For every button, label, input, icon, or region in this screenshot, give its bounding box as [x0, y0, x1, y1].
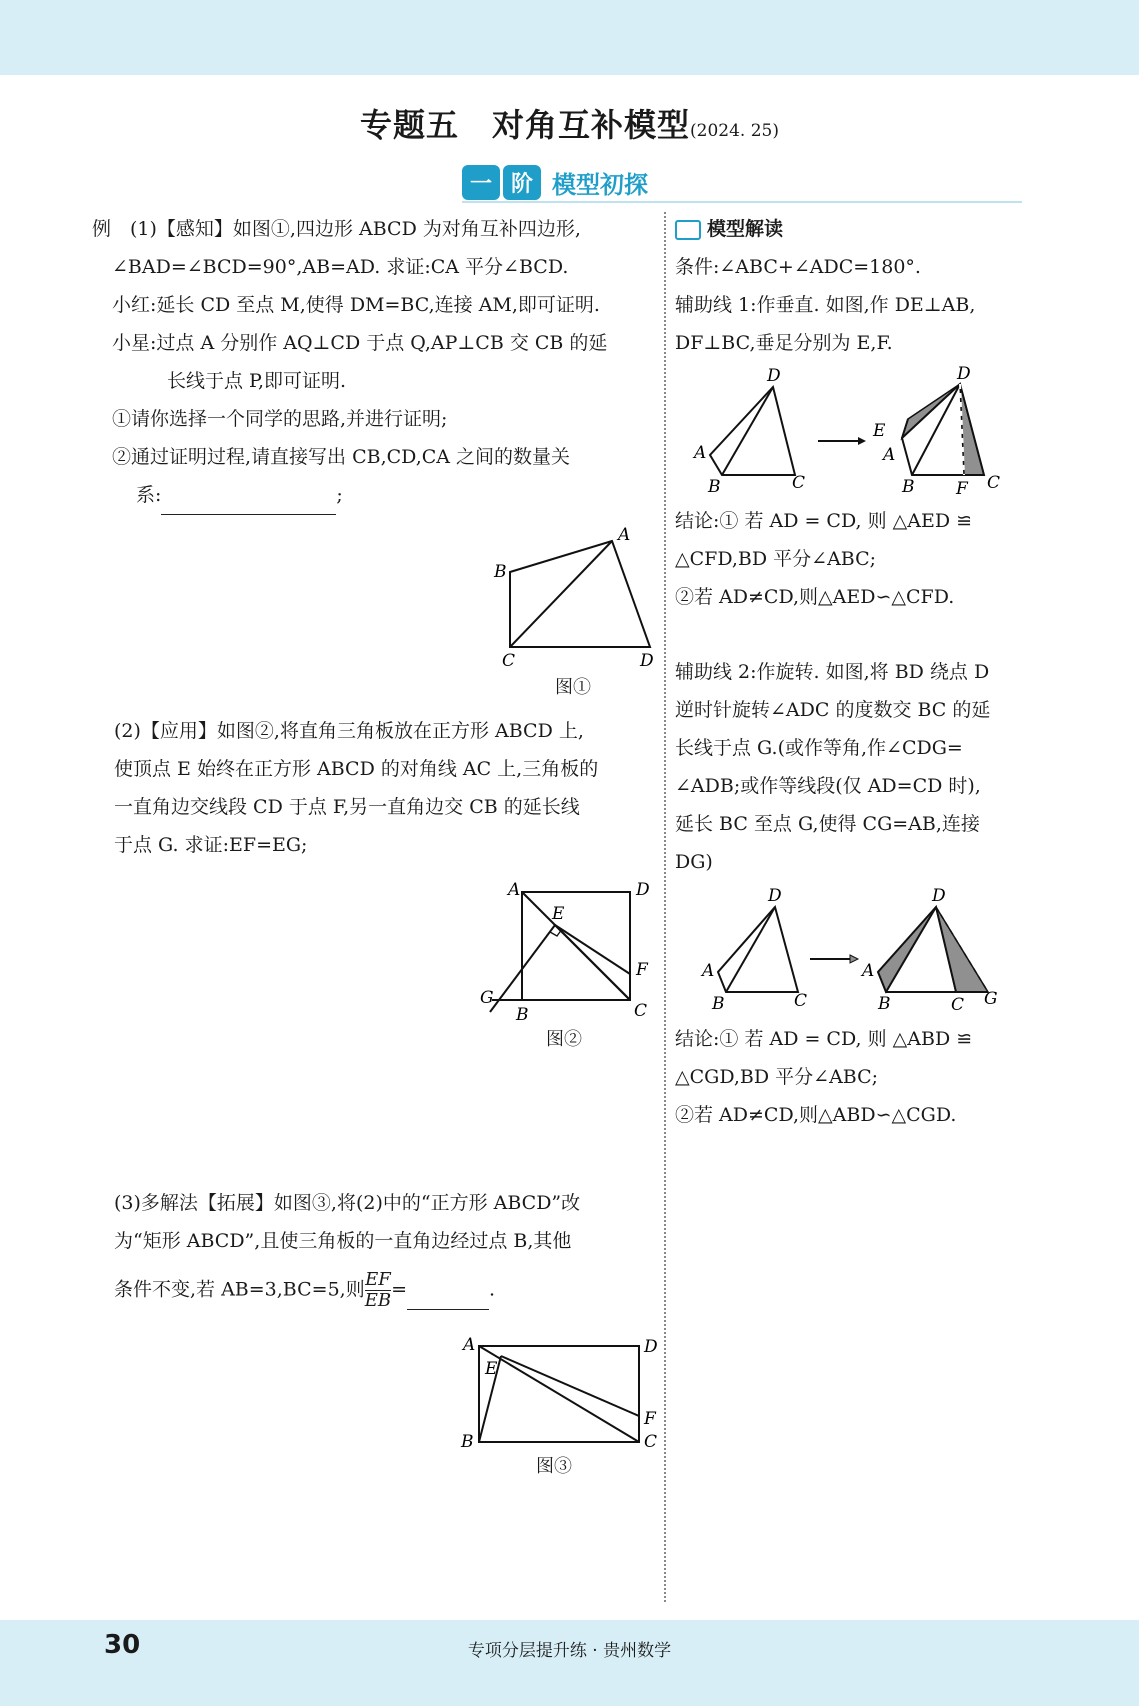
- q2-line-3: 一直角边交线段 CD 于点 F,另一直角边交 CB 的延长线: [114, 796, 580, 818]
- r1-right-b: B: [902, 477, 915, 497]
- answer-blank-1[interactable]: [161, 476, 336, 515]
- r1-left-b: B: [708, 477, 721, 497]
- fig2-label-e: E: [552, 904, 565, 924]
- q2-line-2: 使顶点 E 始终在正方形 ABCD 的对角线 AC 上,三角板的: [114, 758, 599, 780]
- r2-left-d: D: [768, 886, 782, 906]
- q3-line-3-text: 条件不变,若 AB=3,BC=5,则: [114, 1278, 365, 1301]
- right-column-top: [675, 210, 1020, 362]
- stage-label: 模型初探: [552, 170, 649, 199]
- r2-right-c: C: [951, 995, 965, 1015]
- r1-right-e: E: [873, 421, 886, 441]
- q1-line-4: 小星:过点 A 分别作 AQ⊥CD 于点 Q,AP⊥CB 交 CB 的延: [112, 332, 608, 354]
- left-column: [92, 210, 652, 515]
- figure-2-caption: 图②: [546, 1029, 582, 1050]
- fig3-label-c: C: [644, 1432, 658, 1452]
- q3-line-1: (3)多解法【拓展】如图③,将(2)中的“正方形 ABCD”改: [114, 1192, 581, 1214]
- r2-right-g: G: [984, 989, 998, 1009]
- q3-block: [114, 1184, 659, 1311]
- fig3-label-a: A: [463, 1335, 476, 1355]
- q1-line-3: 小红:延长 CD 至点 M,使得 DM=BC,连接 AM,即可证明.: [112, 294, 600, 316]
- page-title: [0, 100, 1139, 146]
- aux2-line-1: 辅助线 2:作旋转. 如图,将 BD 绕点 D: [675, 661, 990, 683]
- fig1-label-c: C: [502, 651, 516, 671]
- q1-line-8: [92, 476, 652, 515]
- aux1-line-2: DF⊥BC,垂足分别为 E,F.: [675, 332, 893, 354]
- con1-line-3: ②若 AD≠CD,则△AED∽△CFD.: [675, 586, 955, 608]
- page-number: 30: [104, 1630, 141, 1660]
- book-icon: [675, 220, 701, 240]
- q1-line-8-end: ;: [336, 484, 343, 506]
- title-main: 专题五 对角互补模型: [360, 106, 691, 144]
- aux2-figure: [690, 882, 1030, 1022]
- aux1-line-1: 辅助线 1:作垂直. 如图,作 DE⊥AB,: [675, 294, 976, 316]
- r2-left-c: C: [794, 991, 808, 1011]
- condition-line: 条件:∠ABC+∠ADC=180°.: [675, 256, 921, 278]
- figure-2: [476, 875, 666, 1025]
- top-band: [0, 0, 1139, 75]
- r2-right-b: B: [878, 994, 891, 1014]
- con2-line-2: △CGD,BD 平分∠ABC;: [675, 1066, 879, 1088]
- q2-line-1: (2)【应用】如图②,将直角三角板放在正方形 ABCD 上,: [114, 720, 584, 742]
- r1-right-d: D: [957, 364, 971, 384]
- q1-line-8-text: 系:: [136, 484, 162, 506]
- q2-block: [114, 712, 659, 864]
- stage-pill-1: 一: [462, 165, 500, 200]
- q1-line-6: ①请你选择一个同学的思路,并进行证明;: [112, 408, 448, 430]
- aux2-line-2: 逆时针旋转∠ADC 的度数交 BC 的延: [675, 699, 991, 721]
- figure-3: [455, 1332, 665, 1452]
- r1-left-c: C: [792, 473, 806, 493]
- fig2-label-f: F: [636, 960, 648, 980]
- fig2-label-d: D: [636, 880, 650, 900]
- aux2-line-3: 长线于点 G.(或作等角,作∠CDG=: [675, 737, 963, 759]
- fig1-label-d: D: [640, 651, 654, 671]
- q3-equals: =: [391, 1278, 408, 1301]
- q1-line-7: ②通过证明过程,请直接写出 CB,CD,CA 之间的数量关: [112, 446, 571, 468]
- frac-denominator: EB: [364, 1290, 392, 1311]
- fig3-label-f: F: [644, 1409, 656, 1429]
- con1-line-1: 结论:① 若 AD = CD, 则 △AED ≌: [675, 510, 973, 532]
- figure-3-caption: 图③: [536, 1456, 572, 1477]
- r1-left-a: A: [694, 443, 707, 463]
- aux1-figure: [680, 362, 1030, 502]
- aux2-line-6: DG): [675, 851, 713, 873]
- answer-blank-2[interactable]: [407, 1271, 489, 1310]
- r2-left-b: B: [712, 994, 725, 1014]
- r2-right-d: D: [932, 886, 946, 906]
- figure-1: [490, 520, 660, 680]
- aux2-line-5: 延长 BC 至点 G,使得 CG=AB,连接: [675, 813, 980, 835]
- aux2-line-4: ∠ADB;或作等线段(仅 AD=CD 时),: [675, 775, 981, 797]
- r1-right-f: F: [956, 479, 968, 499]
- fig3-label-d: D: [644, 1337, 658, 1357]
- stage-header: [462, 162, 648, 202]
- frac-numerator: EF: [365, 1269, 391, 1290]
- q3-fraction: [365, 1270, 391, 1311]
- conclusion-2: [675, 1020, 1020, 1134]
- bottom-band: [0, 1620, 1139, 1706]
- r2-left-a: A: [702, 961, 715, 981]
- fig3-label-e: E: [485, 1359, 498, 1379]
- r1-right-a: A: [883, 445, 896, 465]
- stage-pill-2: 阶: [503, 165, 541, 200]
- footer-text: 专项分层提升练 · 贵州数学: [467, 1641, 672, 1661]
- model-header: [675, 210, 1020, 248]
- model-header-text: 模型解读: [707, 218, 784, 240]
- q1-line-2: ∠BAD=∠BCD=90°,AB=AD. 求证:CA 平分∠BCD.: [112, 256, 569, 278]
- q1-line-5: 长线于点 P,即可证明.: [167, 370, 347, 392]
- fig2-label-a: A: [508, 880, 521, 900]
- title-sub: (2024. 25): [690, 121, 779, 141]
- fig1-label-b: B: [494, 562, 507, 582]
- q3-line-3: [114, 1270, 659, 1311]
- fig2-label-c: C: [634, 1001, 648, 1021]
- con1-line-2: △CFD,BD 平分∠ABC;: [675, 548, 877, 570]
- aux2-block: [675, 653, 1020, 881]
- con2-line-3: ②若 AD≠CD,则△ABD∽△CGD.: [675, 1104, 957, 1126]
- stage-underline: [462, 201, 1022, 203]
- fig2-label-b: B: [516, 1005, 529, 1025]
- r1-right-c: C: [987, 473, 1001, 493]
- con2-line-1: 结论:① 若 AD = CD, 则 △ABD ≌: [675, 1028, 973, 1050]
- fig2-label-g: G: [480, 988, 494, 1008]
- r1-left-d: D: [767, 366, 781, 386]
- q2-line-4: 于点 G. 求证:EF=EG;: [114, 834, 308, 856]
- fig1-label-a: A: [618, 525, 631, 545]
- q1-line-1: 例 (1)【感知】如图①,四边形 ABCD 为对角互补四边形,: [92, 218, 581, 240]
- q3-line-2: 为“矩形 ABCD”,且使三角板的一直角边经过点 B,其他: [114, 1230, 572, 1252]
- figure-1-caption: 图①: [555, 677, 591, 698]
- q3-period: .: [489, 1278, 496, 1301]
- r2-right-a: A: [862, 961, 875, 981]
- conclusion-1: [675, 502, 1020, 616]
- fig3-label-b: B: [461, 1432, 474, 1452]
